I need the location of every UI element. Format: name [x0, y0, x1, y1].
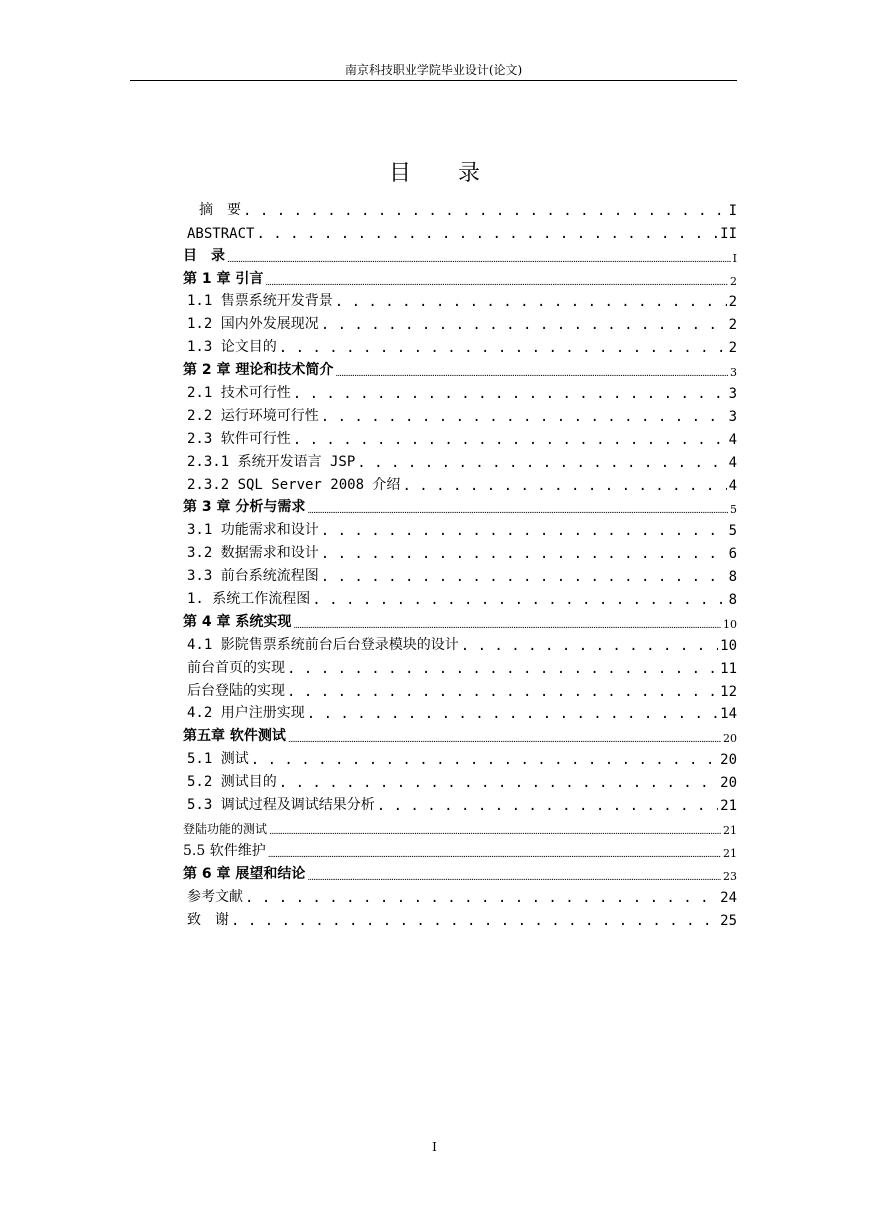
- toc-entry-page: 8: [728, 592, 737, 609]
- toc-entry-page: 20: [720, 752, 737, 769]
- toc-leader-dots: [245, 890, 718, 906]
- toc-entry-page: I: [728, 202, 737, 219]
- toc-entry-label: 第 6 章 展望和结论: [183, 865, 306, 882]
- toc-leader-dots: [293, 432, 727, 448]
- toc-entry-label: 1. 系统工作流程图: [187, 591, 311, 608]
- toc-leader-dots: [402, 478, 726, 494]
- toc-entry-page: 4: [728, 431, 737, 448]
- toc-entry-label: 1.1 售票系统开发背景: [187, 293, 333, 310]
- toc-entry-page: 23: [723, 869, 737, 883]
- toc-entry-page: 24: [720, 889, 737, 906]
- toc-leader-dots: [231, 913, 718, 929]
- toc-entry[interactable]: [183, 860, 737, 883]
- toc-leader-dots: [268, 850, 721, 860]
- toc-entry-label: 2.3 软件可行性: [187, 430, 291, 447]
- page-number: I: [432, 1140, 437, 1154]
- toc-entry-page: 11: [720, 660, 737, 677]
- toc-entry[interactable]: [183, 494, 737, 517]
- toc-leader-dots: [335, 369, 728, 379]
- toc-title: 目 录: [389, 161, 500, 186]
- toc-entry-label: 2.1 技术可行性: [187, 385, 291, 402]
- toc-leader-dots: [269, 827, 721, 837]
- toc-leader-dots: [265, 278, 728, 288]
- toc-entry-label: 5.3 调试过程及调试结果分析: [187, 797, 375, 814]
- toc-leader-dots: [256, 226, 718, 242]
- toc-entry-label: 3.1 功能需求和设计: [187, 522, 319, 539]
- toc-leader-dots: [293, 386, 727, 402]
- toc-entry[interactable]: [183, 837, 737, 860]
- toc-entry[interactable]: [183, 722, 737, 745]
- toc-entry-page: 21: [720, 798, 737, 815]
- toc-entry[interactable]: [183, 310, 737, 333]
- toc-entry[interactable]: [183, 265, 737, 288]
- toc-entry-page: 25: [720, 912, 737, 929]
- toc-entry[interactable]: [183, 425, 737, 448]
- toc-entry-label: 第 1 章 引言: [183, 270, 264, 287]
- toc-leader-dots: [357, 455, 726, 471]
- toc-entry[interactable]: [183, 814, 737, 837]
- toc-entry-page: 4: [728, 454, 737, 471]
- toc-leader-dots: [307, 873, 721, 883]
- toc-entry-page: 14: [720, 706, 737, 723]
- toc-entry-label: 目 录: [183, 247, 225, 264]
- toc-entry-page: 3: [728, 408, 737, 425]
- toc-entry-page: 12: [720, 683, 737, 700]
- toc-entry-label: 3.2 数据需求和设计: [187, 545, 319, 562]
- toc-leader-dots: [227, 255, 731, 265]
- toc-entry[interactable]: [183, 654, 737, 677]
- toc-entry-label: 摘 要: [199, 201, 241, 218]
- toc-leader-dots: [293, 621, 721, 631]
- toc-leader-dots: [377, 798, 718, 814]
- toc-entry-label: 2.2 运行环境可行性: [187, 407, 319, 424]
- toc-entry-label: 5.2 测试目的: [187, 774, 277, 791]
- toc-entry-page: 3: [728, 386, 737, 403]
- toc-leader-dots: [307, 506, 728, 516]
- toc-entry-page: 20: [723, 732, 737, 746]
- toc-leader-dots: [312, 592, 726, 608]
- toc-entry-label: 2.3.2 SQL Server 2008 介绍: [187, 476, 401, 493]
- toc-entry[interactable]: [183, 745, 737, 768]
- toc-entry[interactable]: [183, 677, 737, 700]
- toc-leader-dots: [335, 294, 727, 310]
- toc-entry[interactable]: [183, 883, 737, 906]
- toc-entry-label: 2.3.1 系统开发语言 JSP: [187, 453, 356, 470]
- table-of-contents: [183, 196, 737, 929]
- toc-leader-dots: [307, 706, 718, 722]
- toc-entry[interactable]: [183, 768, 737, 791]
- toc-entry[interactable]: [183, 242, 737, 265]
- toc-entry-page: I: [732, 251, 737, 265]
- toc-entry-page: 10: [720, 637, 737, 654]
- header-rule: [130, 80, 737, 81]
- toc-entry-page: 2: [730, 274, 737, 288]
- toc-entry-page: 20: [720, 775, 737, 792]
- toc-entry-page: 2: [728, 294, 737, 311]
- toc-leader-dots: [321, 546, 727, 562]
- toc-entry-label: ABSTRACT: [187, 225, 255, 242]
- toc-entry-page: 6: [728, 546, 737, 563]
- toc-entry[interactable]: [183, 288, 737, 311]
- toc-entry[interactable]: [183, 402, 737, 425]
- toc-leader-dots: [243, 203, 727, 219]
- toc-entry-page: II: [720, 225, 737, 242]
- toc-entry-label: 登陆功能的测试: [183, 821, 268, 836]
- toc-leader-dots: [287, 684, 718, 700]
- toc-entry[interactable]: [183, 196, 737, 219]
- toc-leader-dots: [321, 569, 727, 585]
- toc-entry[interactable]: [183, 700, 737, 723]
- toc-entry-page: 4: [728, 477, 737, 494]
- toc-entry-page: 8: [728, 569, 737, 586]
- toc-entry[interactable]: [183, 608, 737, 631]
- toc-leader-dots: [279, 775, 718, 791]
- toc-entry[interactable]: [183, 471, 737, 494]
- toc-leader-dots: [287, 661, 718, 677]
- toc-entry-label: 第 2 章 理论和技术简介: [183, 362, 334, 379]
- toc-entry-label: 3.3 前台系统流程图: [187, 568, 319, 585]
- toc-entry-page: 5: [728, 523, 737, 540]
- toc-entry-label: 第五章 软件测试: [183, 728, 286, 745]
- toc-entry-page: 10: [723, 617, 737, 631]
- toc-entry-page: 2: [728, 340, 737, 357]
- toc-leader-dots: [288, 735, 721, 745]
- toc-entry[interactable]: [183, 219, 737, 242]
- toc-entry-label: 1.2 国内外发展现况: [187, 316, 319, 333]
- toc-entry-page: 21: [723, 823, 737, 837]
- page-header: 南京科技职业学院毕业设计(论文): [344, 63, 523, 77]
- toc-entry[interactable]: [183, 516, 737, 539]
- toc-entry[interactable]: [183, 906, 737, 929]
- toc-leader-dots: [279, 340, 727, 356]
- toc-entry[interactable]: [183, 448, 737, 471]
- toc-entry-label: 致 谢: [187, 911, 229, 928]
- toc-leader-dots: [321, 317, 727, 333]
- toc-entry-page: 21: [723, 846, 737, 860]
- toc-entry-page: 5: [730, 503, 737, 517]
- toc-entry[interactable]: [183, 379, 737, 402]
- toc-entry[interactable]: [183, 333, 737, 356]
- toc-entry-label: 5.5 软件维护: [183, 842, 266, 859]
- toc-leader-dots: [461, 638, 718, 654]
- toc-entry-page: 3: [730, 366, 737, 380]
- toc-entry-label: 第 4 章 系统实现: [183, 613, 292, 630]
- toc-entry[interactable]: [183, 791, 737, 814]
- toc-entry-label: 后台登陆的实现: [187, 682, 285, 699]
- toc-entry[interactable]: [183, 562, 737, 585]
- toc-leader-dots: [321, 409, 727, 425]
- toc-entry-label: 5.1 测试: [187, 751, 249, 768]
- toc-entry-label: 第 3 章 分析与需求: [183, 499, 306, 516]
- toc-entry-label: 参考文献: [187, 888, 243, 905]
- toc-entry-label: 4.2 用户注册实现: [187, 705, 305, 722]
- toc-entry[interactable]: [183, 585, 737, 608]
- toc-entry[interactable]: [183, 356, 737, 379]
- toc-entry-label: 1.3 论文目的: [187, 339, 277, 356]
- toc-entry-label: 4.1 影院售票系统前台后台登录模块的设计: [187, 636, 459, 653]
- toc-entry[interactable]: [183, 539, 737, 562]
- toc-leader-dots: [251, 752, 718, 768]
- toc-leader-dots: [321, 523, 727, 539]
- toc-entry-label: 前台首页的实现: [187, 659, 285, 676]
- toc-entry[interactable]: [183, 631, 737, 654]
- toc-entry-page: 2: [728, 317, 737, 334]
